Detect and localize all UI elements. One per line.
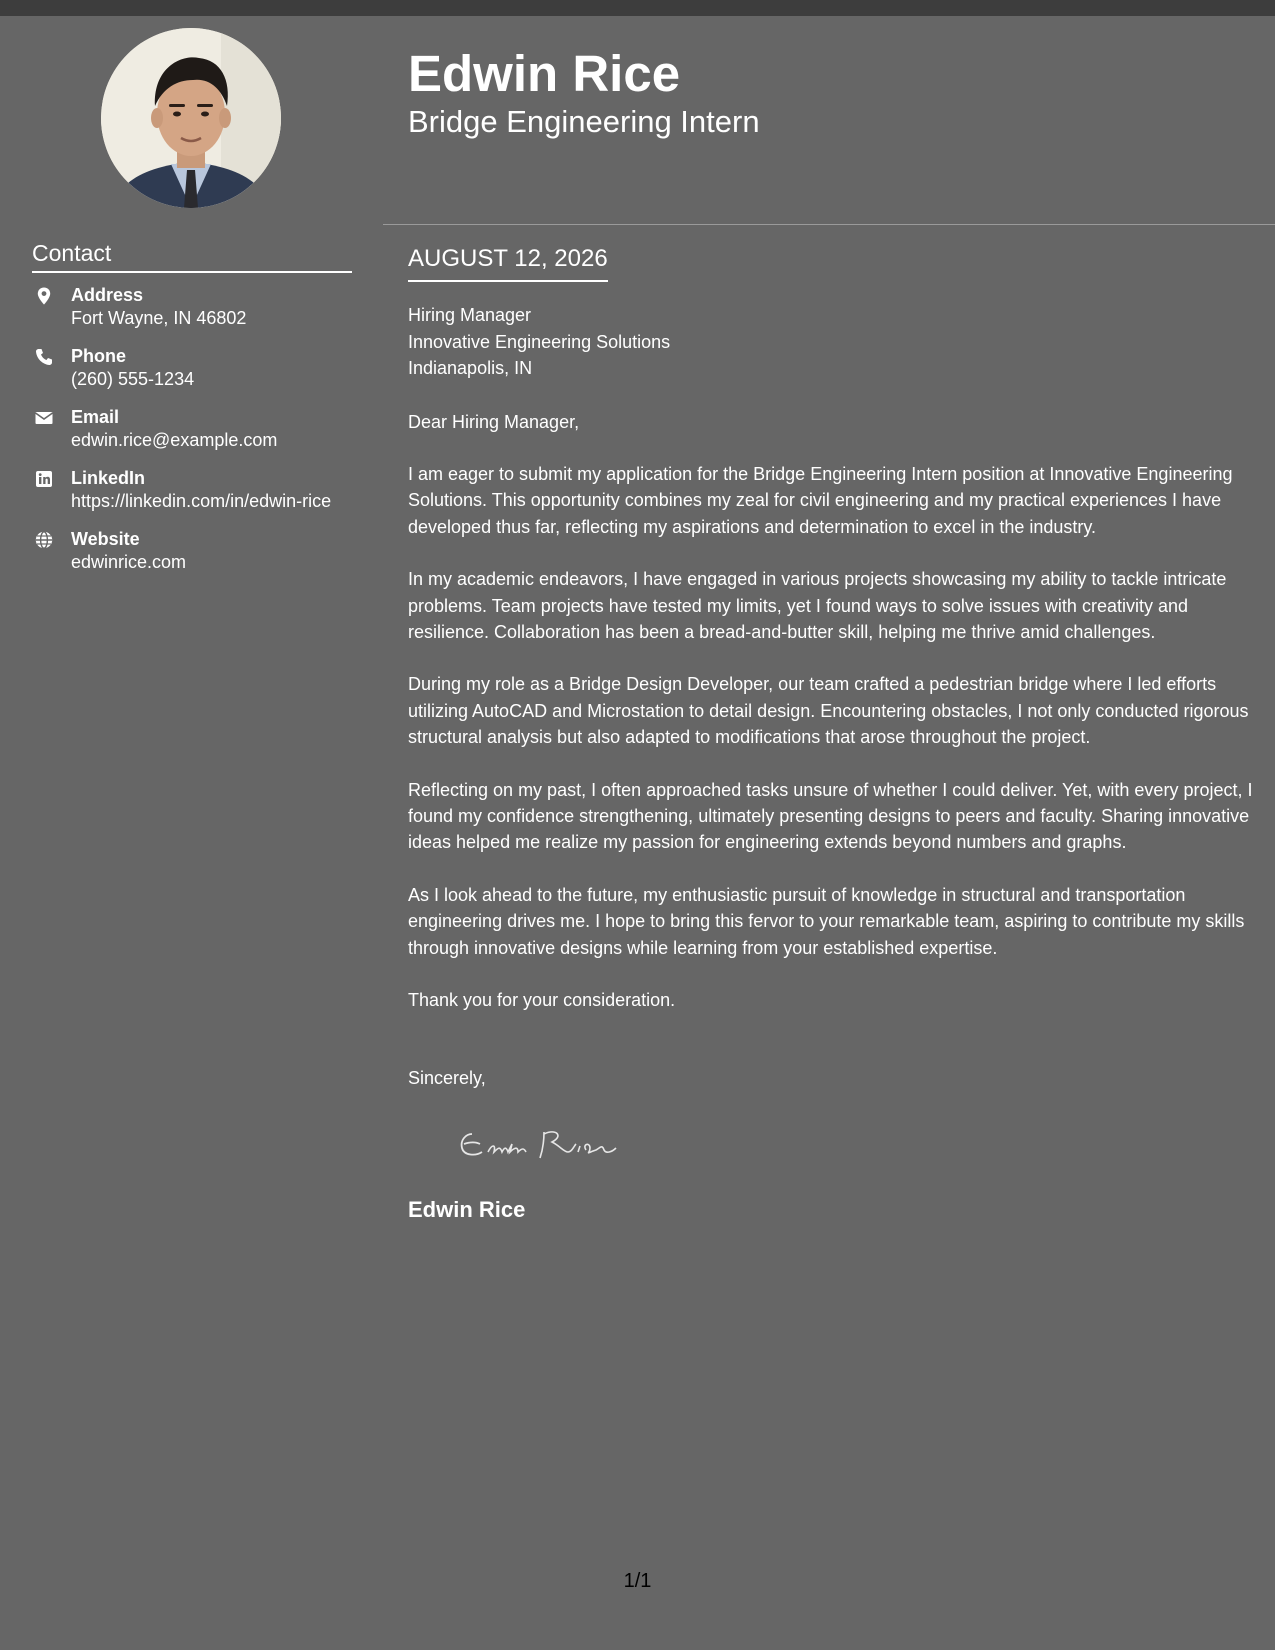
letter-date: AUGUST 12, 2026 [408,244,608,282]
letter-body [408,244,1258,1224]
linkedin-label: LinkedIn [71,468,146,488]
contact-item-phone [32,345,352,391]
linkedin-icon [34,469,54,489]
letter-paragraph: As I look ahead to the future, my enthusiastic pursuit of knowledge in structural and transportation engineering drives me. I hope to bring this fervor to your remarkable team, aspiring to contribute my skills through innovative designs while learning from your established expertise. [408,884,1245,958]
letter-paragraph: Reflecting on my past, I often approached tasks unsure of whether I could deliver. Yet, with every project, I found my confidence strengthening, ultimately presenting designs to peers and faculty. Sharing innovative ideas helped me realize my passion for engineering extends beyond numbers and graphs. [408,779,1253,853]
letter-paragraph: In my academic endeavors, I have engaged in various projects showcasing my ability to tackle intricate problems. Team projects have tested my limits, yet I found ways to solve issues with creativity and resilience. Collaboration has been a bread-and-butter skill, helping me thrive amid challenges. [408,569,1227,642]
website-value[interactable]: edwinrice.com [71,552,187,572]
header-divider [383,224,1275,225]
contact-item-email [32,406,352,452]
contact-item-address [32,284,352,330]
email-value[interactable]: edwin.rice@example.com [71,430,278,450]
signature [452,1122,652,1172]
page-number: 1/1 [623,1570,652,1592]
recipient-block [408,302,1258,382]
phone-value: (260) 555-1234 [71,369,195,389]
letter-paragraph: I am eager to submit my application for the Bridge Engineering Intern position at Innovative Engineering Solutions. This opportunity combines my zeal for civil engineering and my practical experiences I have developed thus far, reflecting my aspirations and determination to excel in the industry. [408,463,1233,537]
salutation: Dear Hiring Manager, [408,411,580,432]
address-value: Fort Wayne, IN 46802 [71,308,247,328]
contact-item-website [32,528,352,574]
letter-paragraph: During my role as a Bridge Design Developer, our team crafted a pedestrian bridge where I led efforts utilizing AutoCAD and Microstation to detail design. Encountering obstacles, I not only conducted rigorous structural analysis but also adapted to modifications that arose throughout the project. [408,674,1249,748]
phone-label: Phone [71,346,127,366]
letter-paragraph: Thank you for your consideration. [408,990,676,1010]
avatar [101,28,281,208]
address-label: Address [71,285,144,305]
recipient-line: Hiring Manager [408,305,532,325]
signer-name: Edwin Rice [408,1196,526,1222]
website-label: Website [71,529,140,549]
top-strip [0,0,1275,16]
closing: Sincerely, [408,1068,486,1089]
contact-heading: Contact [32,240,352,273]
email-label: Email [71,407,120,427]
contact-list [32,284,352,589]
map-pin-icon [34,286,54,306]
avatar-portrait [101,28,281,208]
phone-icon [34,347,54,367]
linkedin-value[interactable]: https://linkedin.com/in/edwin-rice [71,491,332,511]
globe-icon [34,530,54,550]
applicant-name: Edwin Rice [408,45,681,102]
applicant-title: Bridge Engineering Intern [408,104,760,139]
recipient-line: Indianapolis, IN [408,358,533,378]
contact-item-linkedin [32,467,352,513]
signature-image [452,1122,652,1172]
envelope-icon [34,408,54,428]
recipient-line: Innovative Engineering Solutions [408,331,671,352]
